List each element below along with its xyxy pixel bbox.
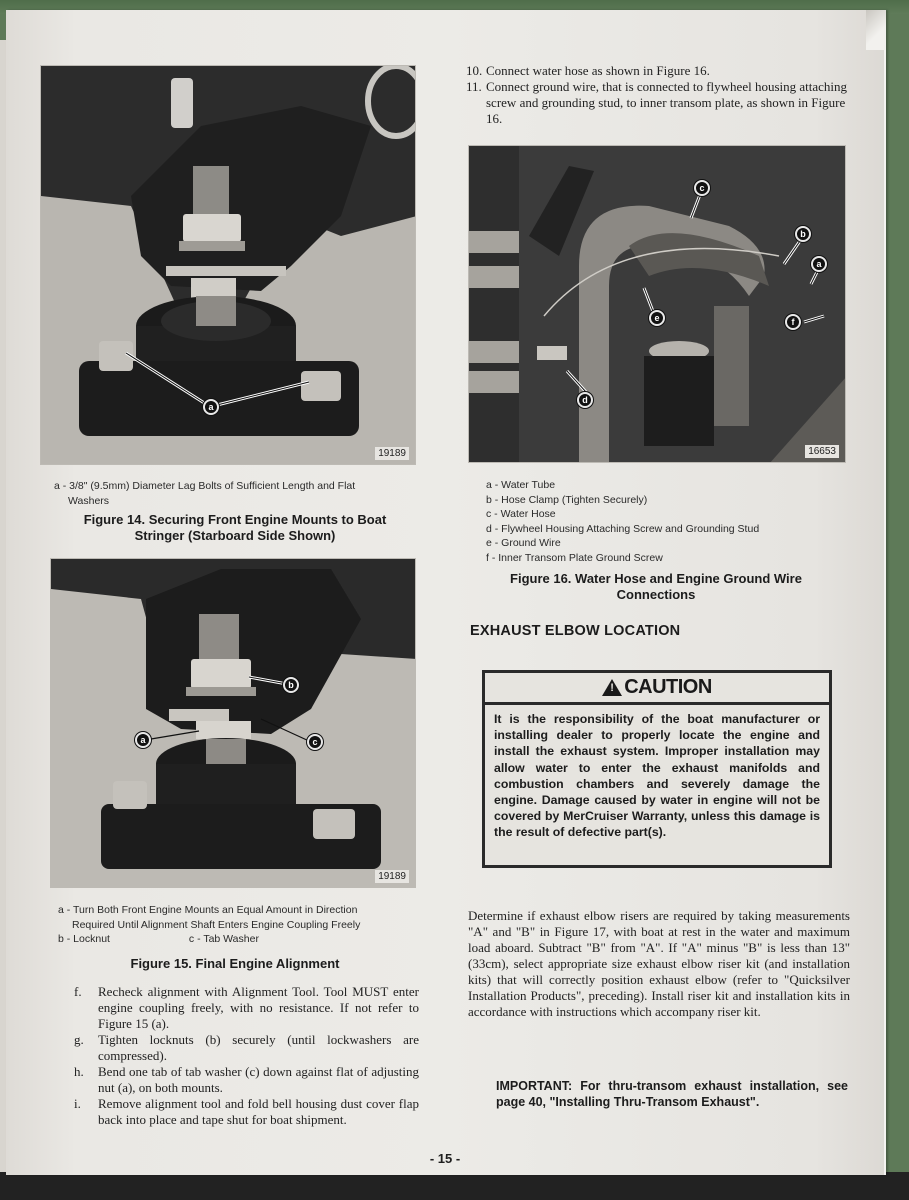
step-text: Tighten locknuts (b) securely (until lockwashers are compressed).	[98, 1032, 419, 1063]
photo-number: 19189	[375, 447, 409, 460]
photo-number: 19189	[375, 870, 409, 883]
step-text: Connect ground wire, that is connected to flywheel housing attaching screw and grounding stud, to inner transom plate, as shown in Figure 16.	[486, 79, 848, 126]
legend-item: f - Inner Transom Plate Ground Screw	[486, 551, 663, 564]
caution-label: CAUTION	[624, 676, 712, 698]
exhaust-riser-paragraph: Determine if exhaust elbow risers are required by taking measurements "A" and "B" in Figure 17, with boat at rest in the water and maximum load aboard. Subtract "B" from "A". If "A" minus "B" is less than 13" (33cm), select appropriate size exhaust elbow riser kit (and installation kits) that will correctly position exhaust elbow (refer to "Quicksilver Installation Products", preceding). Install riser kit and installation kits in accordance with instructions which accompany riser kit.	[468, 908, 850, 1019]
callout-c: c	[307, 734, 323, 750]
callout-b: b	[283, 677, 299, 693]
legend-item: b - Hose Clamp (Tighten Securely)	[486, 493, 648, 506]
figure-16-photo	[468, 145, 846, 463]
caption-line: Stringer (Starboard Side Shown)	[134, 528, 336, 543]
step-label: i.	[74, 1096, 81, 1111]
caution-title	[485, 673, 829, 705]
alignment-steps	[74, 984, 419, 1128]
step-text: Bend one tab of tab washer (c) down against flat of adjusting nut (a), on both mounts.	[98, 1064, 419, 1095]
step-item	[74, 1032, 419, 1064]
legend-item-continuation: Required Until Alignment Shaft Enters Engine Coupling Freely	[72, 918, 361, 931]
figure-14-photo	[40, 65, 416, 465]
callout-f: f	[785, 314, 801, 330]
step-text: Remove alignment tool and fold bell housing dust cover flap back into place and tape shut for boat shipment.	[98, 1096, 419, 1127]
legend-item-a: a - Turn Both Front Engine Mounts an Equal Amount in Direction	[58, 904, 358, 916]
step-item	[74, 1064, 419, 1096]
step-item	[74, 1096, 419, 1128]
caution-box	[482, 670, 832, 868]
callout-arrows	[51, 559, 416, 888]
step-text: Recheck alignment with Alignment Tool. Tool MUST enter engine coupling freely, with no resistance. If not refer to Figure 15 (a).	[98, 984, 419, 1031]
step-label: f.	[74, 984, 82, 999]
callout-a: a	[811, 256, 827, 272]
figure-14-legend	[54, 479, 424, 508]
figure-16-caption	[476, 571, 836, 603]
legend-item: e - Ground Wire	[486, 537, 561, 549]
legend-item-c: c - Tab Washer	[188, 933, 259, 945]
callout-arrows	[41, 66, 416, 465]
figure-15-photo	[50, 558, 416, 888]
background-table-edge	[0, 1172, 909, 1200]
caution-text: It is the responsibility of the boat manufacturer or installing dealer to properly locate the engine and install the exhaust system. Improper installation may allow water to enter the exhaust manifolds and combustion chambers and severely damage the engine. Damage caused by water in engine will not be covered by MerCruiser Warranty, unless this damage is the result of defective part(s).	[494, 712, 820, 840]
manual-page	[6, 10, 886, 1175]
legend-item: c - Water Hose	[486, 508, 556, 520]
figure-15-legend	[58, 903, 428, 947]
connection-steps	[466, 63, 851, 127]
warning-triangle-icon	[602, 679, 622, 696]
step-item	[74, 984, 419, 1032]
step-label: h.	[74, 1064, 84, 1079]
step-item	[466, 79, 851, 127]
step-label: 11.	[466, 79, 482, 94]
legend-item-continuation: Washers	[68, 494, 110, 507]
callout-d: d	[577, 392, 593, 408]
page-number: - 15 -	[429, 1151, 461, 1166]
step-text: Connect water hose as shown in Figure 16.	[486, 63, 710, 78]
legend-item: d - Flywheel Housing Attaching Screw and Grounding Stud	[486, 522, 760, 535]
figure-15-caption: Figure 15. Final Engine Alignment	[130, 956, 340, 971]
caption-line: Connections	[616, 587, 696, 602]
photo-number: 16653	[805, 445, 839, 458]
figure-16-legend	[486, 478, 846, 565]
caption-line: Figure 16. Water Hose and Engine Ground Wire	[510, 571, 802, 586]
callout-e: e	[649, 310, 665, 326]
callout-b: b	[795, 226, 811, 242]
step-label: 10.	[466, 63, 483, 78]
callout-arrows	[469, 146, 846, 463]
section-heading: EXHAUST ELBOW LOCATION	[470, 623, 681, 639]
callout-a: a	[135, 732, 151, 748]
legend-item-b: b - Locknut	[58, 933, 110, 945]
legend-item: a - 3/8" (9.5mm) Diameter Lag Bolts of Sufficient Length and Flat	[54, 480, 356, 492]
legend-item: a - Water Tube	[486, 479, 556, 491]
callout-a: a	[203, 399, 219, 415]
important-note: IMPORTANT: For thru-transom exhaust installation, see page 40, "Installing Thru-Transom Exhaust".	[496, 1079, 848, 1109]
figure-14-caption	[48, 512, 422, 544]
caption-line: Figure 14. Securing Front Engine Mounts to Boat	[83, 512, 387, 527]
step-item	[466, 63, 851, 79]
step-label: g.	[74, 1032, 84, 1047]
page-corner-curl	[866, 10, 886, 50]
legend-item-bc	[58, 932, 428, 947]
callout-c: c	[694, 180, 710, 196]
